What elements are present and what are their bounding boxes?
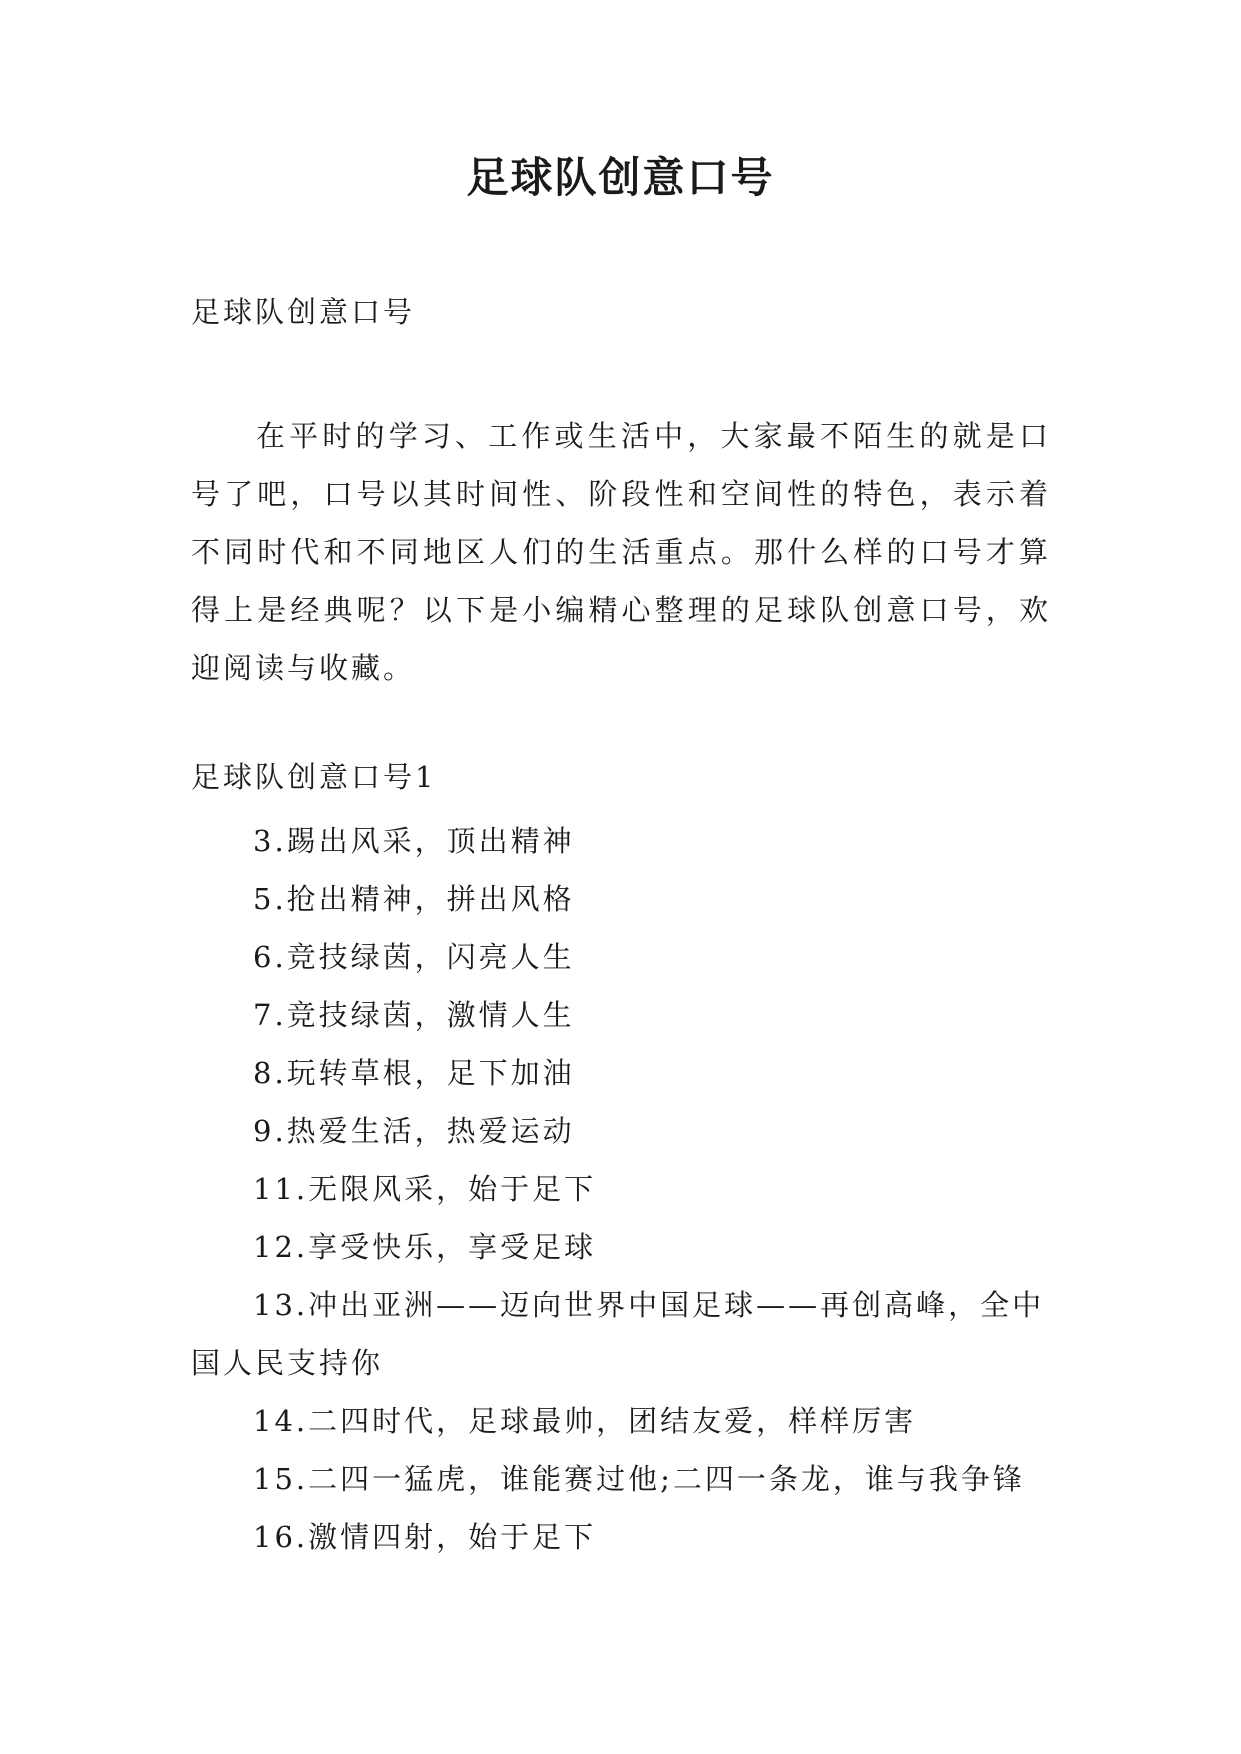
document-subtitle: 足球队创意口号	[191, 295, 416, 329]
page-title: 足球队创意口号	[466, 153, 775, 202]
slogan-item: 8.玩转草根，足下加油	[253, 1056, 575, 1090]
slogan-item: 5.抢出精神，拼出风格	[253, 882, 575, 916]
slogan-item: 7.竞技绿茵，激情人生	[253, 998, 575, 1032]
slogan-item: 12.享受快乐，享受足球	[253, 1230, 597, 1264]
slogan-item: 13.冲出亚洲——迈向世界中国足球——再创高峰，全中国人民支持你	[191, 1288, 1045, 1380]
slogan-item: 14.二四时代，足球最帅，团结友爱，样样厉害	[253, 1404, 917, 1438]
slogan-item: 16.激情四射，始于足下	[253, 1520, 597, 1554]
slogan-item: 3.踢出风采，顶出精神	[253, 824, 575, 858]
intro-paragraph: 在平时的学习、工作或生活中，大家最不陌生的就是口号了吧，口号以其时间性、阶段性和空间性的特色，表示着不同时代和不同地区人们的生活重点。那什么样的口号才算得上是经典呢？以下是小编精心整理的足球队创意口号，欢迎阅读与收藏。	[191, 419, 1051, 685]
slogan-item: 6.竞技绿茵，闪亮人生	[253, 940, 575, 974]
slogan-item: 11.无限风采，始于足下	[253, 1172, 597, 1206]
slogan-list	[191, 812, 1051, 1566]
slogan-item: 15.二四一猛虎，谁能赛过他;二四一条龙，谁与我争锋	[253, 1462, 1025, 1496]
slogan-item: 9.热爱生活，热爱运动	[253, 1114, 575, 1148]
section-heading: 足球队创意口号1	[191, 760, 437, 794]
